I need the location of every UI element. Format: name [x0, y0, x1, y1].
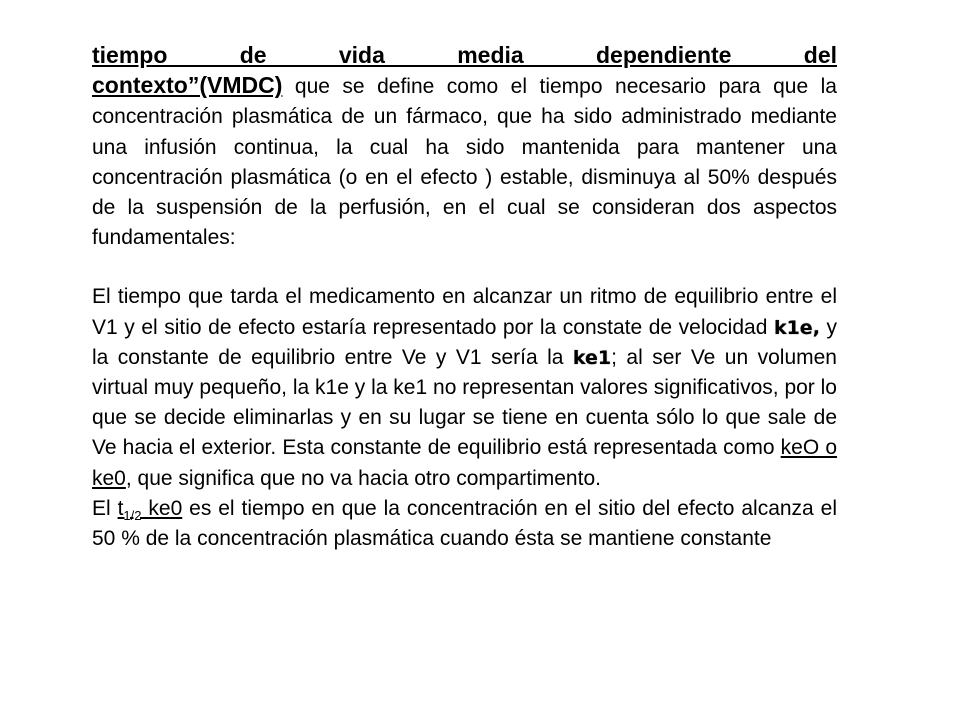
title-line-2: contexto”(VMDC): [92, 72, 283, 99]
definition-text: que se define como el tiempo necesario para que la concentración plasmática de un fármaco, que ha sido administrado mediante una infusión continua, la cual ha sido mantenida para mantener una concentración plasmática (o en el efecto ) estable, disminuya al 50% después de la suspensión de la perfusión, en el cual se consideran dos aspectos fundamentales:: [92, 75, 837, 250]
keo-term: keO o ke0: [92, 436, 838, 490]
t-symbol: t: [117, 496, 124, 520]
paragraph-equilibrium: [92, 282, 837, 493]
half-life-text-b: es el tiempo en que la concentración en el sitio del efecto alcanza el 50 % de la concentración plasmática cuando ésta se mantiene constante: [92, 496, 837, 551]
equilibrium-text-b: y la constante de equilibrio entre Ve y V1 sería la: [92, 315, 837, 369]
slide-body: [92, 40, 837, 554]
equilibrium-text-c: ; al ser Ve un volumen virtual muy pequeño, la k1e y la ke1 no representan valores significativos, por lo que se decide eliminarlas y en su lugar se tiene en cuenta sólo lo que sale de Ve hacia el exterior. Esta constante de equilibrio está representada como: [92, 345, 837, 460]
paragraph-definition: [92, 40, 837, 253]
half-life-text-a: El: [92, 496, 118, 520]
half-life-term: [117, 496, 183, 524]
paragraph-half-life: [92, 494, 837, 554]
k1e-term: k1e,: [773, 316, 820, 339]
equilibrium-text-a: El tiempo que tarda el medicamento en alcanzar un ritmo de equilibrio entre el V1 y el sitio de efecto estaría representado por la constate de velocidad: [92, 285, 837, 339]
equilibrium-text-d: , que significa que no va hacia otro compartimento.: [125, 466, 601, 490]
title-line-1: tiempo de vida media dependiente del: [92, 42, 837, 68]
ke0-symbol: ke0: [141, 496, 183, 520]
ke1-term: ke1: [572, 346, 612, 369]
t-subscript: 1/2: [123, 508, 142, 524]
